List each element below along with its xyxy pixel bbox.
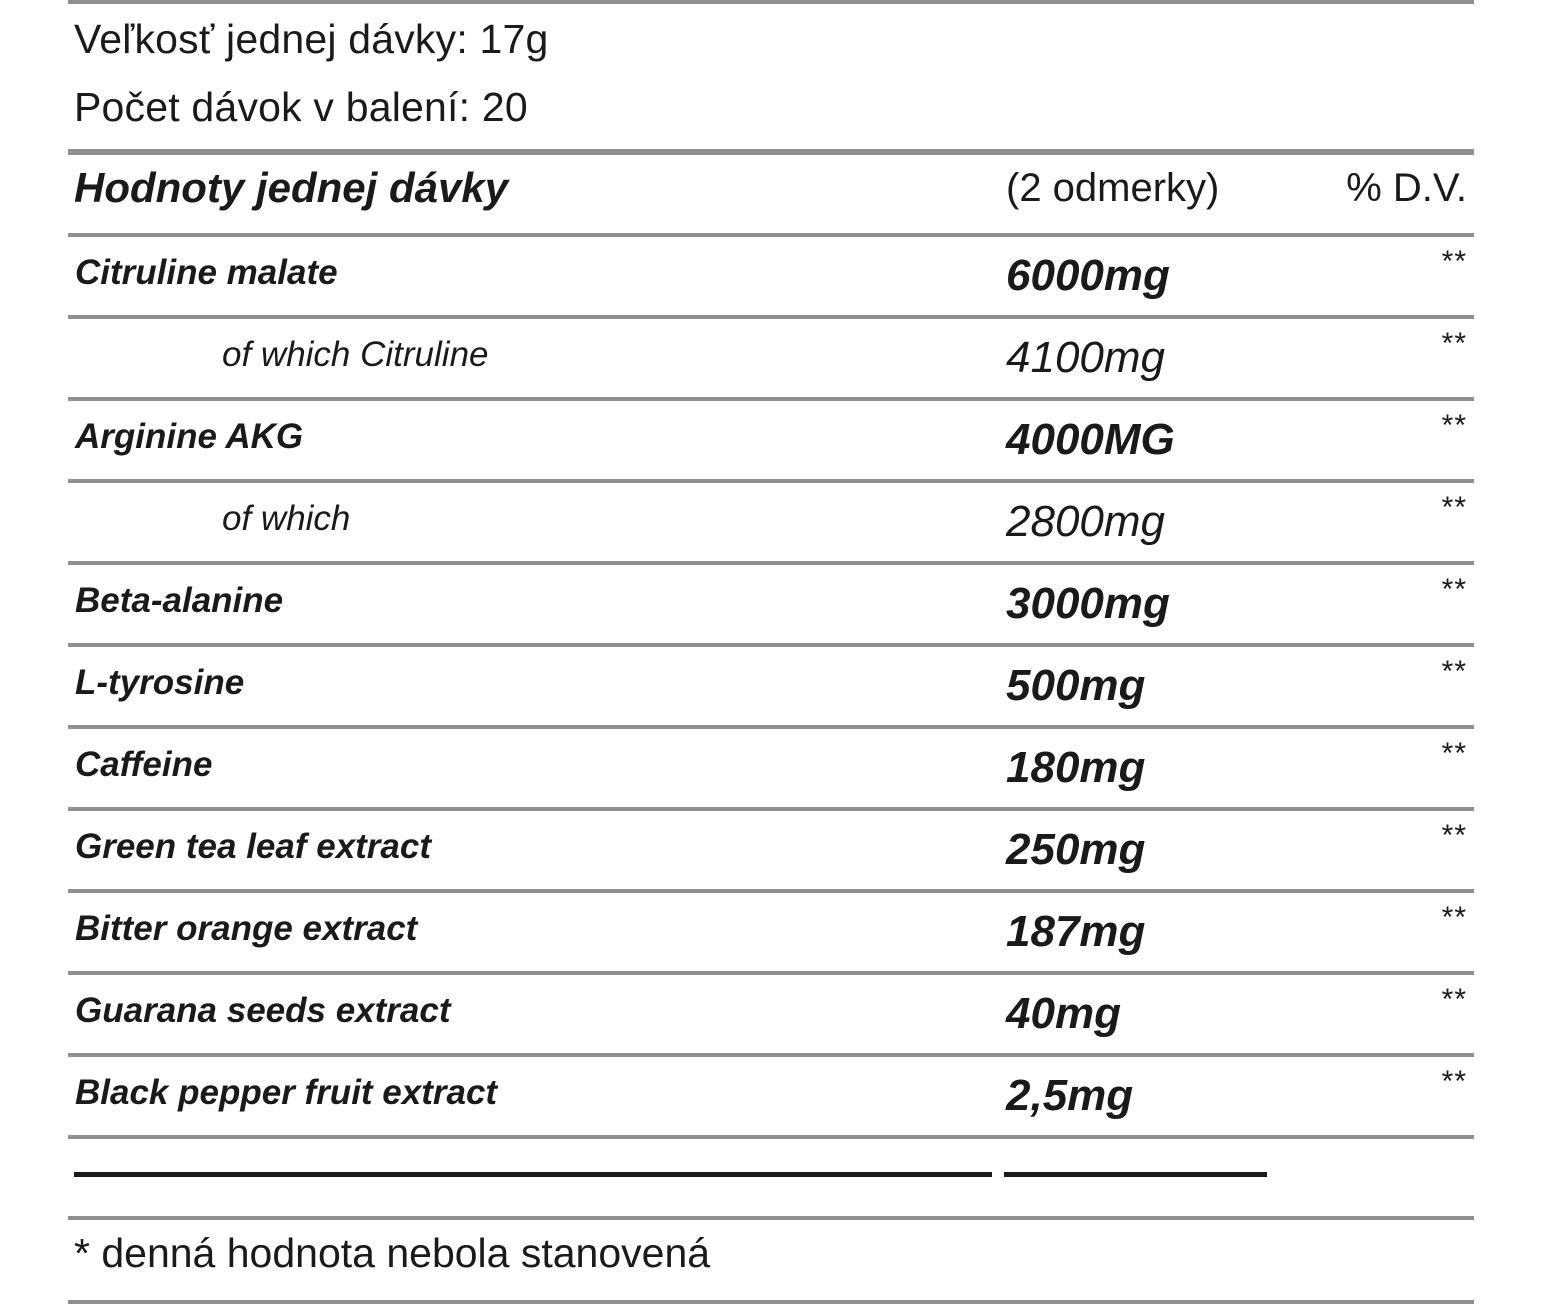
ingredient-amount: 2,5mg [1006,1071,1134,1120]
header-rule [68,149,1474,155]
ingredient-amount: 250mg [1006,825,1146,874]
footnote-rule-bottom [68,1300,1474,1304]
ingredient-name: of which [222,499,351,538]
ingredient-amount: 4000MG [1006,415,1175,464]
ingredient-dv: ** [1441,1065,1467,1098]
dv-column-header: % D.V. [1346,166,1467,210]
ingredient-amount: 2800mg [1006,497,1166,546]
ingredient-name: L-tyrosine [75,663,245,702]
ingredient-dv: ** [1441,655,1467,688]
table-bottom-rule [68,1135,1474,1139]
ingredient-row [0,729,1547,811]
ingredient-row [0,401,1547,483]
signature-line-right [1004,1172,1267,1177]
ingredient-amount: 187mg [1006,907,1146,956]
footnote-rule-top [68,1216,1474,1220]
servings-per-package: Počet dávok v balení: 20 [74,84,528,130]
ingredient-amount: 500mg [1006,661,1146,710]
ingredient-name: of which Citruline [222,335,489,374]
ingredient-dv: ** [1441,245,1467,278]
ingredient-row [0,893,1547,975]
footnote: * denná hodnota nebola stanovená [74,1230,711,1276]
ingredient-dv: ** [1441,737,1467,770]
ingredient-dv: ** [1441,327,1467,360]
ingredient-dv: ** [1441,819,1467,852]
ingredient-amount: 3000mg [1006,579,1170,628]
ingredient-name: Black pepper fruit extract [75,1073,498,1112]
amount-column-header: (2 odmerky) [1006,166,1220,210]
table-title: Hodnoty jednej dávky [74,164,509,211]
ingredient-amount: 40mg [1006,989,1121,1038]
serving-size: Veľkosť jednej dávky: 17g [74,16,549,62]
ingredient-row [0,811,1547,893]
ingredient-dv: ** [1441,409,1467,442]
ingredient-amount: 6000mg [1006,251,1170,300]
ingredient-row [0,565,1547,647]
ingredient-dv: ** [1441,573,1467,606]
ingredient-name: Bitter orange extract [75,909,418,948]
ingredient-row [0,1057,1547,1139]
ingredient-row [0,237,1547,319]
ingredient-row [0,647,1547,729]
ingredient-row [0,483,1547,565]
ingredient-name: Citruline malate [75,253,338,292]
ingredient-name: Green tea leaf extract [75,827,432,866]
ingredient-dv: ** [1441,491,1467,524]
ingredient-name: Arginine AKG [75,417,304,456]
ingredient-row [0,975,1547,1057]
ingredient-dv: ** [1441,983,1467,1016]
ingredient-amount: 180mg [1006,743,1146,792]
top-rule [68,0,1474,4]
ingredient-name: Beta-alanine [75,581,284,620]
ingredient-amount: 4100mg [1006,333,1166,382]
ingredient-row [0,319,1547,401]
ingredient-dv: ** [1441,901,1467,934]
ingredient-name: Caffeine [75,745,213,784]
signature-line-left [74,1172,992,1177]
ingredient-name: Guarana seeds extract [75,991,451,1030]
